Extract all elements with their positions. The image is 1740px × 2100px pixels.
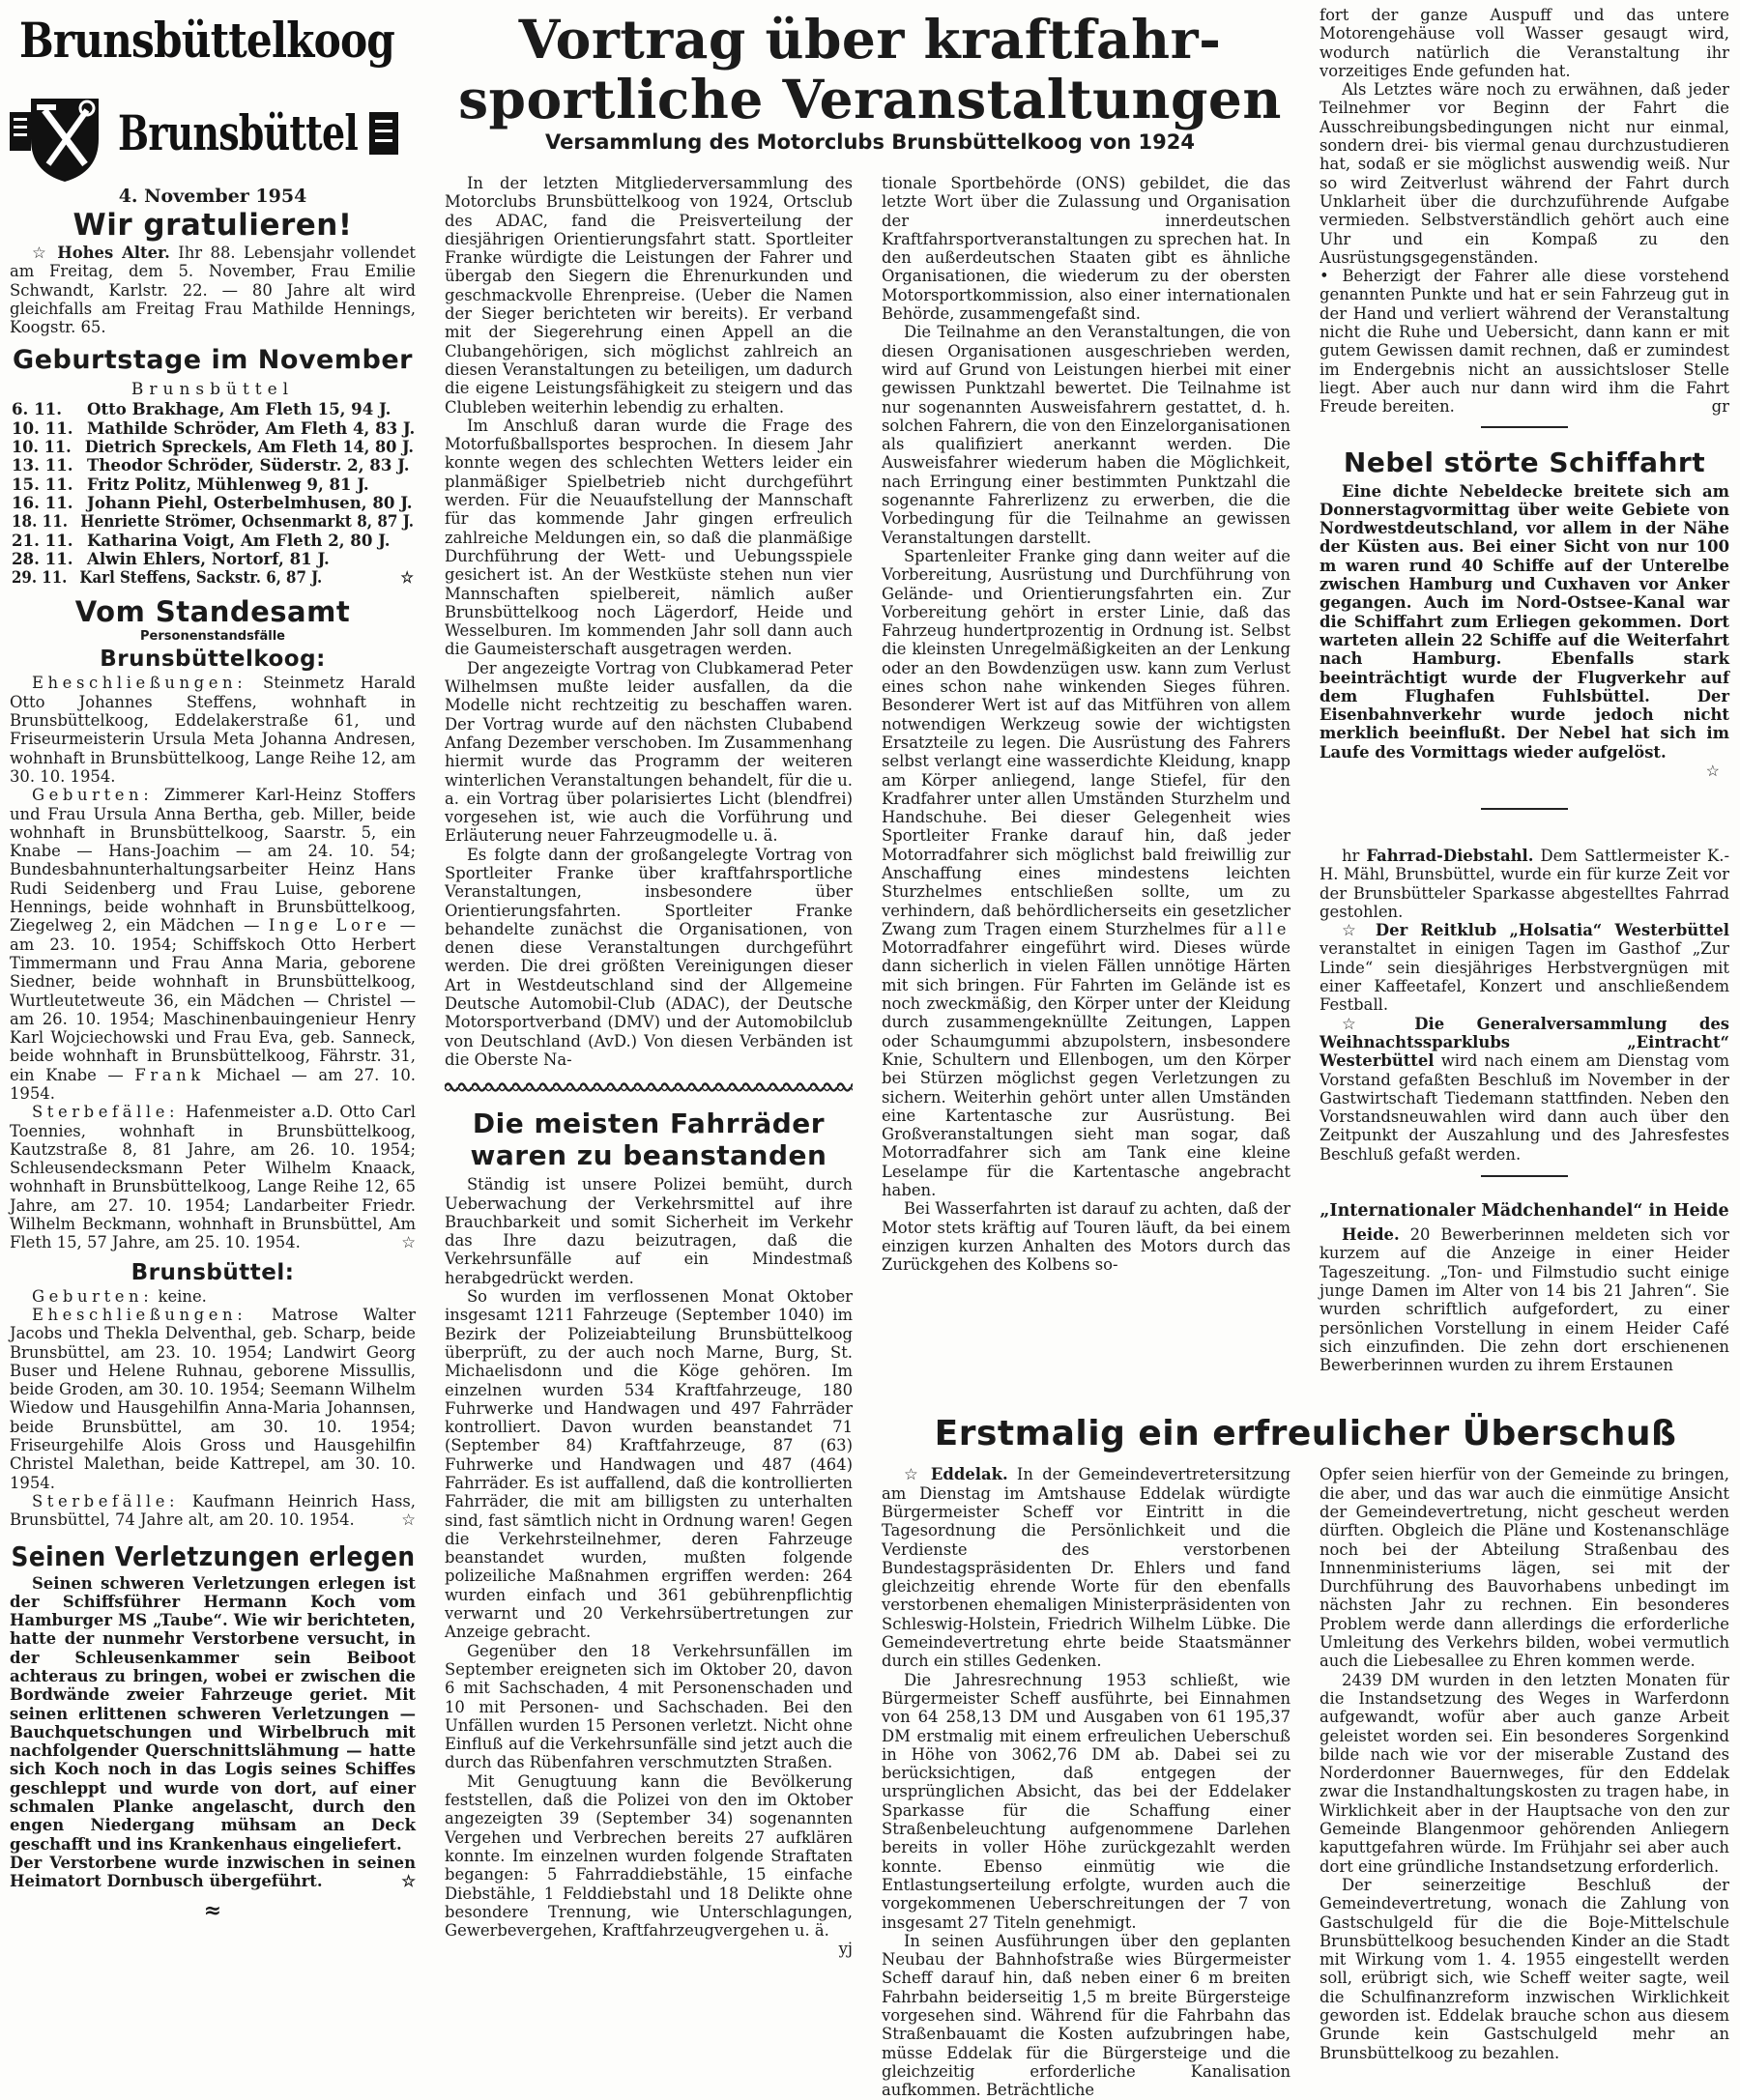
star-icon: ☆ (401, 1233, 416, 1252)
birthday-date: 29. 11. (12, 567, 68, 588)
list-item (12, 550, 330, 568)
birthday-person: Johann Piehl, Osterbelmhusen, 80 J. (87, 492, 413, 512)
spaced-label: Eheschließungen: (31, 1305, 247, 1324)
geburtstage-heading: Geburtstage im November (13, 345, 413, 376)
birthday-person: Otto Brakhage, Am Fleth 15, 94 J. (87, 399, 392, 419)
paragraph (1320, 921, 1729, 1014)
fahrraeder-heading-line1: Die meisten Fahrräder (472, 1108, 826, 1140)
text-run: wird nach einem am Dienstag vom Vorstand gefaßten Beschluß im November in der Gastwirtschaft Tiedemann stattfinden. Neben den Vorstandsneuwahlen wird dann auch über den Zeitpunkt der Auszahlung und des Jahresfestes Beschluß gefaßt werden. (1320, 1051, 1729, 1164)
star-icon: ☆ (400, 567, 414, 588)
text-run: Eine dichte Nebeldecke breitete sich am Donnerstagvormittag über weite Gebiete von Nordwestdeutschland, vor allem in der Nähe der Küsten aus. Bei einer Sicht von nur 100 m waren rund 40 Schiffe auf der Unterelbe zwischen Hamburg und Cuxhaven vor Anker gegangen. Auch im Nord-Ostsee-Kanal war die Schiffahrt zum Erliegen gekommen. Dort warteten allein 22 Schiffe auf die Weiterfahrt nach Hamburg. Ebenfalls stark beeinträchtigt wurde der Flugverkehr auf dem Flughafen Fuhlsbüttel. Der Eisenbahnverkehr wurde jedoch nicht merklich beeinflußt. Der Nebel hat sich im Laufe des Vormittags wieder aufgelöst. (1320, 481, 1729, 762)
nebel-article (1320, 482, 1729, 762)
ueberschuss-heading: Erstmalig ein erfreulicher Überschuß (934, 1414, 1677, 1454)
text-run: ☆ (1341, 1014, 1415, 1033)
list-item (12, 532, 391, 550)
text-run: Dem Sattlermeister K.-H. Mähl, Brunsbüttel, wurde ein für kurze Zeit vor der Brunsbütteler Sparkasse abgestelltes Fahrrad gestohlen. (1320, 846, 1729, 921)
paragraph (10, 1103, 416, 1251)
text-run: Zimmerer Karl-Heinz Stoffers und Frau Ursula Anna Bertha, geb. Miller, beide wohnhaft in Brunsbüttelkoog, Saarstr. 5, ein Knabe — Hans-Joachim — am 24. 10. 54; Bundesbahnunterhaltungsarbeiter Heinz Hans Rudi Seidenberg und Frau Luise, geborene Hennings, beide wohnhaft in Brunsbüttelkoog, Ziegelweg 2, ein Mädchen — (10, 786, 416, 935)
gratulieren-heading: Wir gratulieren! (72, 208, 353, 243)
fahrraeder-heading-line2: waren zu beanstanden (470, 1139, 827, 1172)
paragraph (882, 1932, 1290, 2100)
text-run: In seinen Ausführungen über den geplanten Neubau der Bahnhofstraße wies Bürgermeister Scheff darauf hin, daß neben einer 6 m breiten Fahrbahn beiderseitig 1,5 m breite Bürgersteige vorgesehen sind. Während für die Fahrbahn das Straßenbauamt die Kosten aufzubringen habe, müsse Eddelak für die Bürgersteige und die gleichzeitig erforderliche Kanalisation aufkommen. Beträchtliche (882, 1931, 1290, 2100)
text-run: Matrose Walter Jacobs und Thekla Delventhal, geb. Scharp, beide Brunsbüttel, am 23. 10. 1954; Landwirt Georg Buser und Helene Ruhnau, geborene Missullis, beide Groden, am 30. 10. 1954; Seemann Wilhelm Wiedow und Hausgehilfin Anna-Maria Johannsen, beide Brunsbüttel, am 30. 10. 1954; Friseurgehilfe Alois Gross und Hausgehilfin Christel Malethan, beide Kattrepel, am 30. 10. 1954. (10, 1305, 416, 1492)
text-run: • Beherzigt der Fahrer alle diese vorstehend genannten Punkte und hat er sein Fahrzeug gut in der Hand und verliert während der Veranstaltung nicht die Ruhe und Uebersicht, dann kann er mit gutem Gewissen damit rechnen, daß er zumindest im Endergebnis nicht an aussichtsloser Stelle liegt. Aber auch nur dann wird ihm die Fahrt Freude bereiten. (1320, 267, 1729, 417)
list-item (12, 400, 391, 418)
divider (1481, 1175, 1568, 1177)
fahrraeder-article (445, 1175, 853, 1959)
verletzungen-heading: Seinen Verletzungen erlegen (11, 1539, 416, 1572)
masthead-title-line2: Brunsbüttel (118, 104, 358, 161)
paragraph (1320, 267, 1729, 416)
column-3 (882, 0, 1290, 1275)
text-run: ☆ (1341, 921, 1376, 940)
text-run: In der letzten Mitgliederversammlung des Motorclubs Brunsbüttelkoog von 1924, Ortsclub des ADAC, fand die Preisverteilung der diesjährigen Orientierungsfahrt statt. Sportleiter Franke würdigte die Leistungen der Fahrer und übergab den Siegern die Ehrenurkunden und geschmackvolle Ehrenpreise. (Ueber die Namen der Sieger berichteten wir bereits). Er verband mit der Siegerehrung einen Appell an die Clubangehörigen, sich möglichst zahlreich an diesen Veranstaltungen zu beteiligen, um dadurch die eigene Leistungsfähigkeit zu steigern und das Clubleben weiterhin lebendig zu erhalten. (445, 174, 853, 417)
standesamt-bb-entries (10, 1287, 416, 1530)
birthday-date: 28. 11. (12, 548, 73, 568)
star-icon: ☆ (401, 1872, 416, 1891)
author-signature: yj (838, 1940, 853, 1959)
birthday-date: 15. 11. (12, 474, 73, 494)
vortrag-title-line1: Vortrag über kraftfahr- (518, 8, 1222, 71)
paragraph (10, 1574, 416, 1854)
paragraph (1320, 1225, 1729, 1374)
spaced-label: Sterbefälle: (31, 1491, 180, 1510)
text-run: Mit Genugtuung kann die Bevölkerung feststellen, daß die Polizei von den im Oktober angezeigten 39 (September 34) sogenannten Vergehen und Verbrechen bereits 27 aufklären konnte. Im einzelnen wurden folgende Straftaten begangen: 5 Fahrraddiebstähle, 15 einfache Diebstähle, 1 Felddiebstahl und 18 Delikte ohne besondere Trennung, wie Unterschlagungen, Gewerbevergehen, Kraftfahrzeugvergehen u. ä. (445, 1771, 853, 1941)
star-icon: ☆ (401, 1510, 416, 1530)
verletzungen-article (10, 1574, 416, 1891)
text-run: Der Verstorbene wurde inzwischen in seinen Heimatort Dornbusch übergeführt. (10, 1853, 416, 1891)
lower-row (882, 1465, 1729, 2099)
text-run: Es folgte dann der großangelegte Vortrag von Sportleiter Franke über kraftfahrsportliche Veranstaltungen, insbesondere über Orientierungsfahrten. Sportleiter Franke behandelte zunächst die Organisationen, von denen diese Veranstaltungen durchgeführt werden. Die drei größten Vereinigungen dieser Art in Westdeutschland sind der Allgemeine Deutsche Automobil-Club (ADAC), der Deutsche Motorsportverband (DMV) und der Automobilclub von Deutschland (AvD.) Von diesen Verbänden ist die Oberste Na- (445, 845, 853, 1069)
upper-row (882, 0, 1729, 1374)
list-item (12, 456, 409, 475)
text-run: Michael — am 27. 10. 1954. (10, 1065, 416, 1103)
text-run: fort der ganze Auspuff und das untere Motorengehäuse voll Wasser gesaugt wird, wodurch natürlich die Veranstaltung ihr vorzeitiges Ende gefunden hat. (1320, 6, 1729, 80)
birthday-list (12, 400, 416, 587)
text-run: Als Letztes wäre noch zu erwähnen, daß jeder Teilnehmer vor Beginn der Fahrt die Ausschreibungsbedingungen nicht nur einmal, sondern drei- bis viermal genau durchzustudieren hat, sodaß er sie möglichst auswendig weiß. Nur so wird Zeitverlust während der Fahrt durch Unklarheit über die durchzuführende Aufgabe vermieden. Selbstverständlich gehört auch eine Uhr und ein Kompaß zu den Ausrüstungsgegenständen. (1320, 80, 1729, 267)
masthead-line1-box (19, 12, 396, 69)
text-run: Im Anschluß daran wurde die Frage des Motorfußballsportes besprochen. In diesem Jahr konnte wegen des schlechten Wetters leider ein planmäßiger Spielbetrieb nicht durchgeführt werden. Für die Neuaufstellung der Mannschaft für das kommende Jahr gingen erfreulich zahlreiche Meldungen ein, so daß die planmäßige Durchführung der Wett- und Uebungsspiele gesichert ist. An der Westküste stehen nun vier Mannschaften spielbereit, nämlich außer Brunsbüttelkoog noch Lägerdorf, Heide und Wesselburen. Im kommenden Jahr soll dann auch die Gaumeisterschaft ausgetragen werden. (445, 416, 853, 659)
heide-heading: „Internationaler Mädchenhandel“ in Heide (1320, 1201, 1729, 1222)
ornamental-border (445, 1080, 853, 1094)
vortrag-subtitle: Versammlung des Motorclubs Brunsbüttelkoog von 1924 (545, 130, 1195, 154)
paragraph (1320, 1015, 1729, 1164)
brunsbuettel-heading-row (10, 1258, 416, 1287)
text-run: 20 Bewerberinnen meldeten sich vor kurzem auf die Anzeige in einer Heider Tageszeitung. „Ton- und Filmstudio sucht einige junge Damen im Alter von 14 bis 21 Jahren“. Sie wurden schriftlich aufgefordert, zu einer persönlichen Vorstellung in einem Heider Café sich einzufinden. Die zehn dort erschienenen Bewerberinnen wurden zu ihrem Erstaunen (1320, 1225, 1729, 1375)
paragraph (1320, 482, 1729, 762)
birthday-date: 16. 11. (12, 492, 73, 512)
birthday-person: Dietrich Spreckels, Am Fleth 14, 80 J. (84, 437, 415, 457)
text-run: Kaufmann Heinrich Hass, Brunsbüttel, 74 Jahre alt, am 20. 10. 1954. (10, 1491, 416, 1530)
paragraph (445, 1287, 853, 1642)
paragraph (10, 1306, 416, 1492)
paragraph (882, 547, 1290, 1199)
paragraph (882, 1199, 1290, 1274)
star-icon: ☆ (1705, 761, 1720, 780)
text-run: — am 23. 10. 1954; Schiffskoch Otto Herbert Timmermann und Frau Anna Maria, geborene Siedner, beide wohnhaft in Brunsbüttelkoog, Wurtleutetweute 36, ein Mädchen — Christel — am 26. 10. 1954; Maschinenbauingenieur Henry Karl Wojciechowski und Frau Eva, geb. Sanneck, beide wohnhaft in Brunsbüttelkoog, Fährstr. 31, ein Knabe — (10, 916, 416, 1084)
paragraph (10, 674, 416, 786)
column-4 (1320, 0, 1729, 1374)
vortrag-column-2 (445, 174, 853, 1069)
paragraph (1320, 80, 1729, 267)
paragraph (445, 846, 853, 1070)
bold-lead: Eddelak. (930, 1465, 1008, 1484)
geburtstage-heading-row (10, 344, 416, 377)
birthday-date: 21. 11. (12, 530, 73, 550)
bold-lead: Fahrrad-Diebstahl. (1366, 846, 1534, 865)
text-run: Bei Wasserfahrten ist darauf zu achten, daß der Motor stets kräftig auf Touren läuft, da bei einem einzigen kurzen Anhalten des Motors durch das Zurückgehen des Kolbens so- (882, 1199, 1290, 1275)
text-run: ☆ (903, 1465, 931, 1484)
list-item (12, 568, 414, 587)
paragraph (882, 323, 1290, 547)
vortrag-column-4 (1320, 6, 1729, 417)
text-run: 2439 DM wurden in den letzten Monaten für die Instandsetzung des Weges in Warferdonn aufgewandt, wofür aber auch ganze Arbeit geleistet worden sei. Ein besonderes Sorgenkind bilde nach wie vor der miserable Zustand des Norderdonner Bauernweges, für den Eddelak zwar die Instandhaltungskosten zu tragen habe, in Wirklichkeit aber in der Hauptsache von den zur Gemeinde Blangenmoor gehörenden Anliegern kaputtgefahren würde. Im Frühjahr sei aber auch dort eine gründliche Instandsetzung erforderlich. (1320, 1670, 1729, 1876)
ueberschuss-column-3 (882, 1465, 1290, 2099)
column-1 (10, 8, 416, 1924)
heide-article (1320, 1225, 1729, 1374)
paragraph (445, 659, 853, 846)
verletzungen-heading-row (10, 1539, 416, 1574)
birthday-person: Henriette Strömer, Ochsenmarkt 8, 87 J. (80, 511, 414, 532)
birthday-person: Mathilde Schröder, Am Fleth 4, 83 J. (87, 417, 416, 438)
text-run: Ständig ist unsere Polizei bemüht, durch Ueberwachung der Verkehrsmittel auf ihre Brauchbarkeit und somit Sicherheit im Verkehr das Ihre dazu beizutragen, daß die Verkehrsunfälle auf ein Mindestmaß herabgedrückt werden. (445, 1175, 853, 1287)
list-item (12, 512, 414, 531)
spaced-label: Geburten: (31, 786, 154, 805)
divider (1481, 426, 1568, 428)
list-item (12, 494, 413, 512)
fahrraeder-heading-row1 (445, 1108, 853, 1139)
birthday-person: Alwin Ehlers, Nortorf, 81 J. (87, 548, 330, 568)
masthead-title-line1: Brunsbüttelkoog (19, 12, 394, 69)
ueberschuss-column-4 (1320, 1465, 1729, 2062)
brunsbuettelkoog-heading: Brunsbüttelkoog: (100, 647, 326, 673)
gratulieren-heading-row (10, 207, 416, 244)
birthday-date: 13. 11. (12, 455, 73, 475)
paragraph (1320, 1465, 1729, 1670)
issue-date: 4. November 1954 (118, 186, 307, 207)
list-item (12, 475, 369, 494)
spaced-label: alle (1243, 919, 1290, 938)
text-run: Der angezeigte Vortrag von Clubkamerad Peter Wilhelmsen mußte leider ausfallen, da die Modelle nicht rechtzeitig zu beschaffen waren. Der Vortrag wurde auf den nächsten Clubabend Anfang Dezember verschoben. Im Zusammenhang hiermit wurde das Programm der weiteren winterlichen Veranstaltungen behandelt, für die u. a. ein Vortrag über polarisiertes Licht (blendfrei) vorgesehen ist, wie auch die Vorführung und Erläuterung neuer Fahrzeugmodelle u. ä. (445, 658, 853, 846)
text-run: In der Gemeindevertretersitzung am Dienstag im Amtshause Eddelak würdigte Bürgermeister Scheff vor Eintritt in die Tagesordnung die Persönlichkeit und die Verdienste des verstorbenen Bundestagspräsidenten Dr. Ehlers und fand gleichzeitig ehrende Worte für den ebenfalls verstorbenen ehemaligen Ministerpräsidenten von Schleswig-Holstein, Friedrich Wilhelm Lübke. Die Gemeindevertretung ehrte beide Staatsmänner durch ein stilles Gedenken. (882, 1465, 1291, 1671)
nebel-heading: Nebel störte Schiffahrt (1343, 446, 1706, 478)
birthday-date: 6. 11. (12, 399, 62, 419)
birthday-date: 10. 11. (12, 437, 72, 457)
text-run: Die Teilnahme an den Veranstaltungen, die von diesen Organisationen ausgeschrieben werden, wird auf Grund von Leistungen hierbei mit einer gewissen Punktzahl bewertet. Die Teilnahme ist nur sogenannten Ausweisfahrern gestattet, d. h. solchen Fahrern, die von den Einzelorganisationen als qualifiziert anerkannt werden. Die Ausweisfahrer wiederum haben die Möglichkeit, nach Erringung einer bestimmten Punktzahl die sogenannte Fahrerlizenz zu erwerben, die die Vorbedingung für die Teilnahme an gewissen Veranstaltungen darstellt. (882, 323, 1290, 547)
text-run: Seinen schweren Verletzungen erlegen ist der Schiffsführer Hermann Koch vom Hamburger MS „Taube“. Wie wir berichteten, hatte der nunmehr Verstorbene versucht, in der Schleusenkammer sein Beiboot achteraus zu bringen, wobei er zwischen die Bordwände zweier Fahrzeuge geriet. Mit seinen erlittenen schweren Verletzungen — Bauchquetschungen und Wirbelbruch mit nachfolgender Querschnittslähmung — hatte sich Koch noch in das Logis seines Schiffes geschleppt und wurde von dort, auf einer schmalen Planke angelascht, durch den engen Niedergang mühsam an Deck geschafft und ins Krankenhaus eingeliefert. (10, 1573, 416, 1854)
list-item (12, 419, 415, 438)
local-news (1320, 847, 1729, 1164)
paragraph (10, 1854, 416, 1891)
author-signature: gr (1711, 397, 1729, 417)
text-run: So wurden im verflossenen Monat Oktober insgesamt 1211 Fahrzeuge (September 1040) im Bezirk der Polizeiabteilung Brunsbüttelkoog überprüft, zu der auch noch Marne, Burg, St. Michaelisdonn und die Köge gehören. Im einzelnen wurden 534 Kraftfahrzeuge, 180 Fuhrwerke und Handwagen und 497 Fahrräder kontrolliert. Davon wurden beanstandet 71 (September 84) Kraftfahrzeuge, 87 (63) Fuhrwerke und Handwagen und 487 (464) Fahrräder. Es ist auffallend, daß die kontrollierten Fahrräder, die mit am billigsten zu unterhalten sind, fast sämtlich nicht in Ordnung waren! Gegen die Verkehrsteilnehmer, deren Fahrzeuge beanstandet wurden, mußten folgende polizeiliche Maßnahmen ergriffen werden: 264 wurden einfach und 361 gebührenpflichtig verwarnt und 20 Verkehrsübertretungen zur Anzeige gebracht. (445, 1287, 853, 1642)
paragraph (10, 244, 416, 336)
text-run: Motorradfahrer eingeführt wird. Dieses würde dann sicherlich in vielen Fällen unnötige Härten mit sich bringen. Für Fahrten im Gelände ist es noch zweckmäßig, den Körper unter der Kleidung durch zusammengeknüllte Zeitungen, Lappen oder Schaumgummi abzupolstern, insbesondere Knie, Schultern und Ellenbogen, um den Körper bei Stürzen möglichst gegen Verletzungen zu sichern. Weiterhin gehört unter allen Umständen eine Kartentasche zur Ausrüstung. Bei Großveranstaltungen sieht man sogar, daß Motorradfahrer sich am Tank eine kleine Leselampe für die Kartentasche angebracht haben. (882, 938, 1290, 1200)
standesamt-subheading: Personenstandsfälle (140, 629, 285, 645)
standesamt-koog-entries (10, 674, 416, 1251)
text-run: keine. (153, 1286, 207, 1306)
bold-lead: Heide. (1341, 1225, 1400, 1245)
ueberschuss-heading-row (882, 1413, 1729, 1455)
paragraph (445, 174, 853, 417)
text-run: Opfer seien hierfür von der Gemeinde zu bringen, die aber, und das war auch die einmütige Ansicht der Gemeindevertretung, nicht gescheut werden dürften. Obgleich die Pläne und Kostenanschläge noch bei der Abteilung Straßenbau des Innnenministeriums lägen, sei mit der Durchführung des Bauvorhabens unbedingt im nächsten Jahr zu rechnen. Ein besonderes Problem werde dann allerdings die erforderliche Umleitung des Verkehrs bilden, wobei vermutlich auch die Liebesallee zu Ehren kommen werde. (1320, 1465, 1729, 1671)
spaced-label: Geburten: (31, 1286, 154, 1306)
text-run: Die Jahresrechnung 1953 schließt, wie Bürgermeister Scheff ausführte, bei Einnahmen von 64 258,13 DM und Ausgaben von 61 195,37 DM erstmalig mit einem erfreulichen Ueberschuß in Höhe von 3062,76 DM ab. Dabei sei zu berücksichtigen, daß entgegen der ursprünglichen Absicht, das bei der Eddelaker Sparkasse für die Schaffung einer Straßenbeleuchtung aufgenommene Darlehen bereits in voller Höhe zurückgezahlt werden konnte. Ebenso einmütig wie die Entlastungserteilung erfolgte, wurden auch die vorgekommenen Ueberschreitungen der 7 von insgesamt 27 Titeln genehmigt. (882, 1670, 1290, 1932)
text-run: Der seinerzeitige Beschluß der Gemeindevertretung, wonach die Zahlung von Gastschulgeld für die die Boje-Mittelschule Brunsbüttelkoog besuchenden Kinder an die Stadt mit Wirkung vom 1. 4. 1955 eingestellt werden soll, erübrigt sich, wie Scheff weiter sagte, weil die Schulfinanzreform inzwischen Wirklichkeit geworden ist. Eddelak brauche schon aus diesem Grunde kein Gastschulgeld mehr an Brunsbüttelkoog zu bezahlen. (1320, 1875, 1729, 2062)
birthday-date: 10. 11. (12, 417, 73, 438)
brunsbuettel-heading: Brunsbüttel: (130, 1259, 295, 1285)
vortrag-column-3 (882, 174, 1290, 1275)
text-run: ☆ (31, 244, 58, 262)
masthead-line2-box (118, 104, 360, 161)
bold-lead: Der Reitklub „Holsatia“ Westerbüttel (1375, 921, 1730, 940)
paragraph (445, 1175, 853, 1287)
birthday-person: Karl Steffens, Sackstr. 6, 87 J. (79, 567, 323, 588)
standesamt-heading-row (10, 594, 416, 629)
list-item (12, 438, 414, 456)
gratulieren-article (10, 244, 416, 336)
fahrraeder-heading-row2 (445, 1139, 853, 1171)
column-2 (445, 174, 853, 1959)
standesamt-heading: Vom Standesamt (74, 595, 351, 629)
birthday-date: 18. 11. (12, 511, 69, 532)
text-run: Ihr 88. Lebensjahr vollendet am Freitag, dem 5. November, Frau Emilie Schwandt, Karlstr. 22. — 80 Jahre alt wird gleichfalls am Freitag Frau Mathilde Hennings, Koogstr. 65. (10, 244, 416, 337)
ornament: ≈ (203, 1897, 222, 1923)
banner-end-icon (369, 112, 398, 155)
geburtstage-place: Brunsbüttel (130, 380, 295, 400)
bold-lead: Die Generalversammlung des Weihnachtssparklubs „Eintracht“ Westerbüttel (1320, 1014, 1729, 1071)
text-run: Hafenmeister a.D. Otto Carl Toennies, wohnhaft in Brunsbüttelkoog, Kautzstraße 8, 81 Jahre, am 26. 10. 1954; Schleusendecksmann Peter Wilhelm Knaack, wohnhaft in Brunsbüttelkoog, Lange Reihe 12, 65 Jahre, am 27. 10. 1954; Landarbeiter Friedr. Wilhelm Beckmann, wohnhaft in Brunsbüttel, Am Fleth 15, 57 Jahre, am 25. 10. 1954. (10, 1103, 416, 1252)
birthday-person: Fritz Politz, Mühlenweg 9, 81 J. (87, 474, 369, 494)
text-run: hr (1341, 846, 1367, 865)
spaced-label: Inge Lore (268, 916, 392, 935)
paragraph (882, 1465, 1290, 1670)
masthead (10, 8, 416, 186)
bold-lead: Hohes Alter. (57, 244, 170, 262)
paragraph (10, 1287, 416, 1306)
paragraph (1320, 1671, 1729, 1876)
text-run: Spartenleiter Franke ging dann weiter auf die Vorbereitung, Ausrüstung und Durchführung von Gelände- und Orientierungsfahrten ein. Zur Vorbereitung gehört in erster Linie, daß das Fahrzeug hundertprozentig in Ordnung ist. Selbst die kleinsten Unregelmäßigkeiten an der Lenkung oder an den Bowdenzügen usw. kann zum Verlust eines schon nahe winkenden Sieges führen. Besonderer Wert ist auf das Mitführen von allem notwendigen Werkzeug sowie der wichtigsten Ersatzteile zu legen. Die Ausrüstung des Fahrers selbst verlangt eine wasserdichte Kleidung, knapp am Körper anliegend, lange Stiefel, für den Kradfahrer unter allen Umständen Sturzhelm und Handschuhe. Bei dieser Gelegenheit wies Sportleiter Franke darauf hin, daß jeder Motorradfahrer sich möglichst bald freiwillig zur Anschaffung eines mindestens leichten Sturzhelmes entschließen sollte, um zu verhindern, daß behördlicherseits ein gesetzlicher Zwang zum Tragen einem Sturzhelmes für (882, 546, 1290, 938)
brunsbuettelkoog-heading-row (10, 645, 416, 674)
paragraph (10, 1492, 416, 1530)
paragraph (1320, 847, 1729, 921)
paragraph (445, 417, 853, 659)
paragraph (445, 1642, 853, 1772)
paragraph (10, 786, 416, 1103)
paragraph (882, 174, 1290, 323)
vortrag-title-line2: sportliche Veranstaltungen (458, 68, 1282, 130)
birthday-person: Theodor Schröder, Süderstr. 2, 83 J. (87, 455, 410, 475)
birthday-person: Katharina Voigt, Am Fleth 2, 80 J. (87, 530, 391, 550)
text-run: tionale Sportbehörde (ONS) gebildet, die das letzte Wort über die Zulassung und Organisation der innerdeutschen Kraftfahrsportveranstaltungen zu sprechen hat. In den außerdeutschen Staaten gibt es ähnliche Organisationen, die wiederum zu der obersten Motorsportkommission, also einer internationalen Behörde, zusammengefaßt sind. (882, 174, 1290, 324)
text-run: veranstaltet in einigen Tagen im Gasthof „Zur Linde“ sein diesjähriges Herbstvergnügen mit einer Kaffeetafel, Konzert und anschließendem Festball. (1320, 939, 1729, 1015)
paragraph (1320, 1876, 1729, 2062)
spaced-label: Sterbefälle: (31, 1103, 180, 1122)
coat-of-arms-icon (10, 91, 116, 184)
columns-3-4 (882, 0, 1729, 2100)
paragraph (445, 1771, 853, 1959)
heide-heading-row (1320, 1200, 1729, 1222)
spaced-label: Frank (134, 1065, 205, 1084)
paragraph (882, 1671, 1290, 1932)
nebel-heading-row (1320, 446, 1729, 480)
spaced-label: Eheschließungen: (31, 674, 247, 693)
divider (1481, 808, 1568, 810)
text-run: Gegenüber den 18 Verkehrsunfällen im September ereigneten sich im Oktober 20, davon 6 mit Sachschaden, 4 mit Personenschaden und 10 mit Personen- und Sachschaden. Bei den Unfällen wurden 15 Personen verletzt. Nicht ohne Einfluß auf die Verkehrsunfälle sind jetzt auch die durch das Rübenfahren verschmutzten Straßen. (445, 1641, 853, 1772)
text-run: Steinmetz Harald Otto Johannes Steffens, wohnhaft in Brunsbüttelkoog, Eddelakerstraße 61, und Friseurmeisterin Ursula Meta Johanna Andresen, wohnhaft in Brunsbüttelkoog, Lange Reihe 12, am 30. 10. 1954. (10, 674, 416, 786)
paragraph (1320, 6, 1729, 80)
